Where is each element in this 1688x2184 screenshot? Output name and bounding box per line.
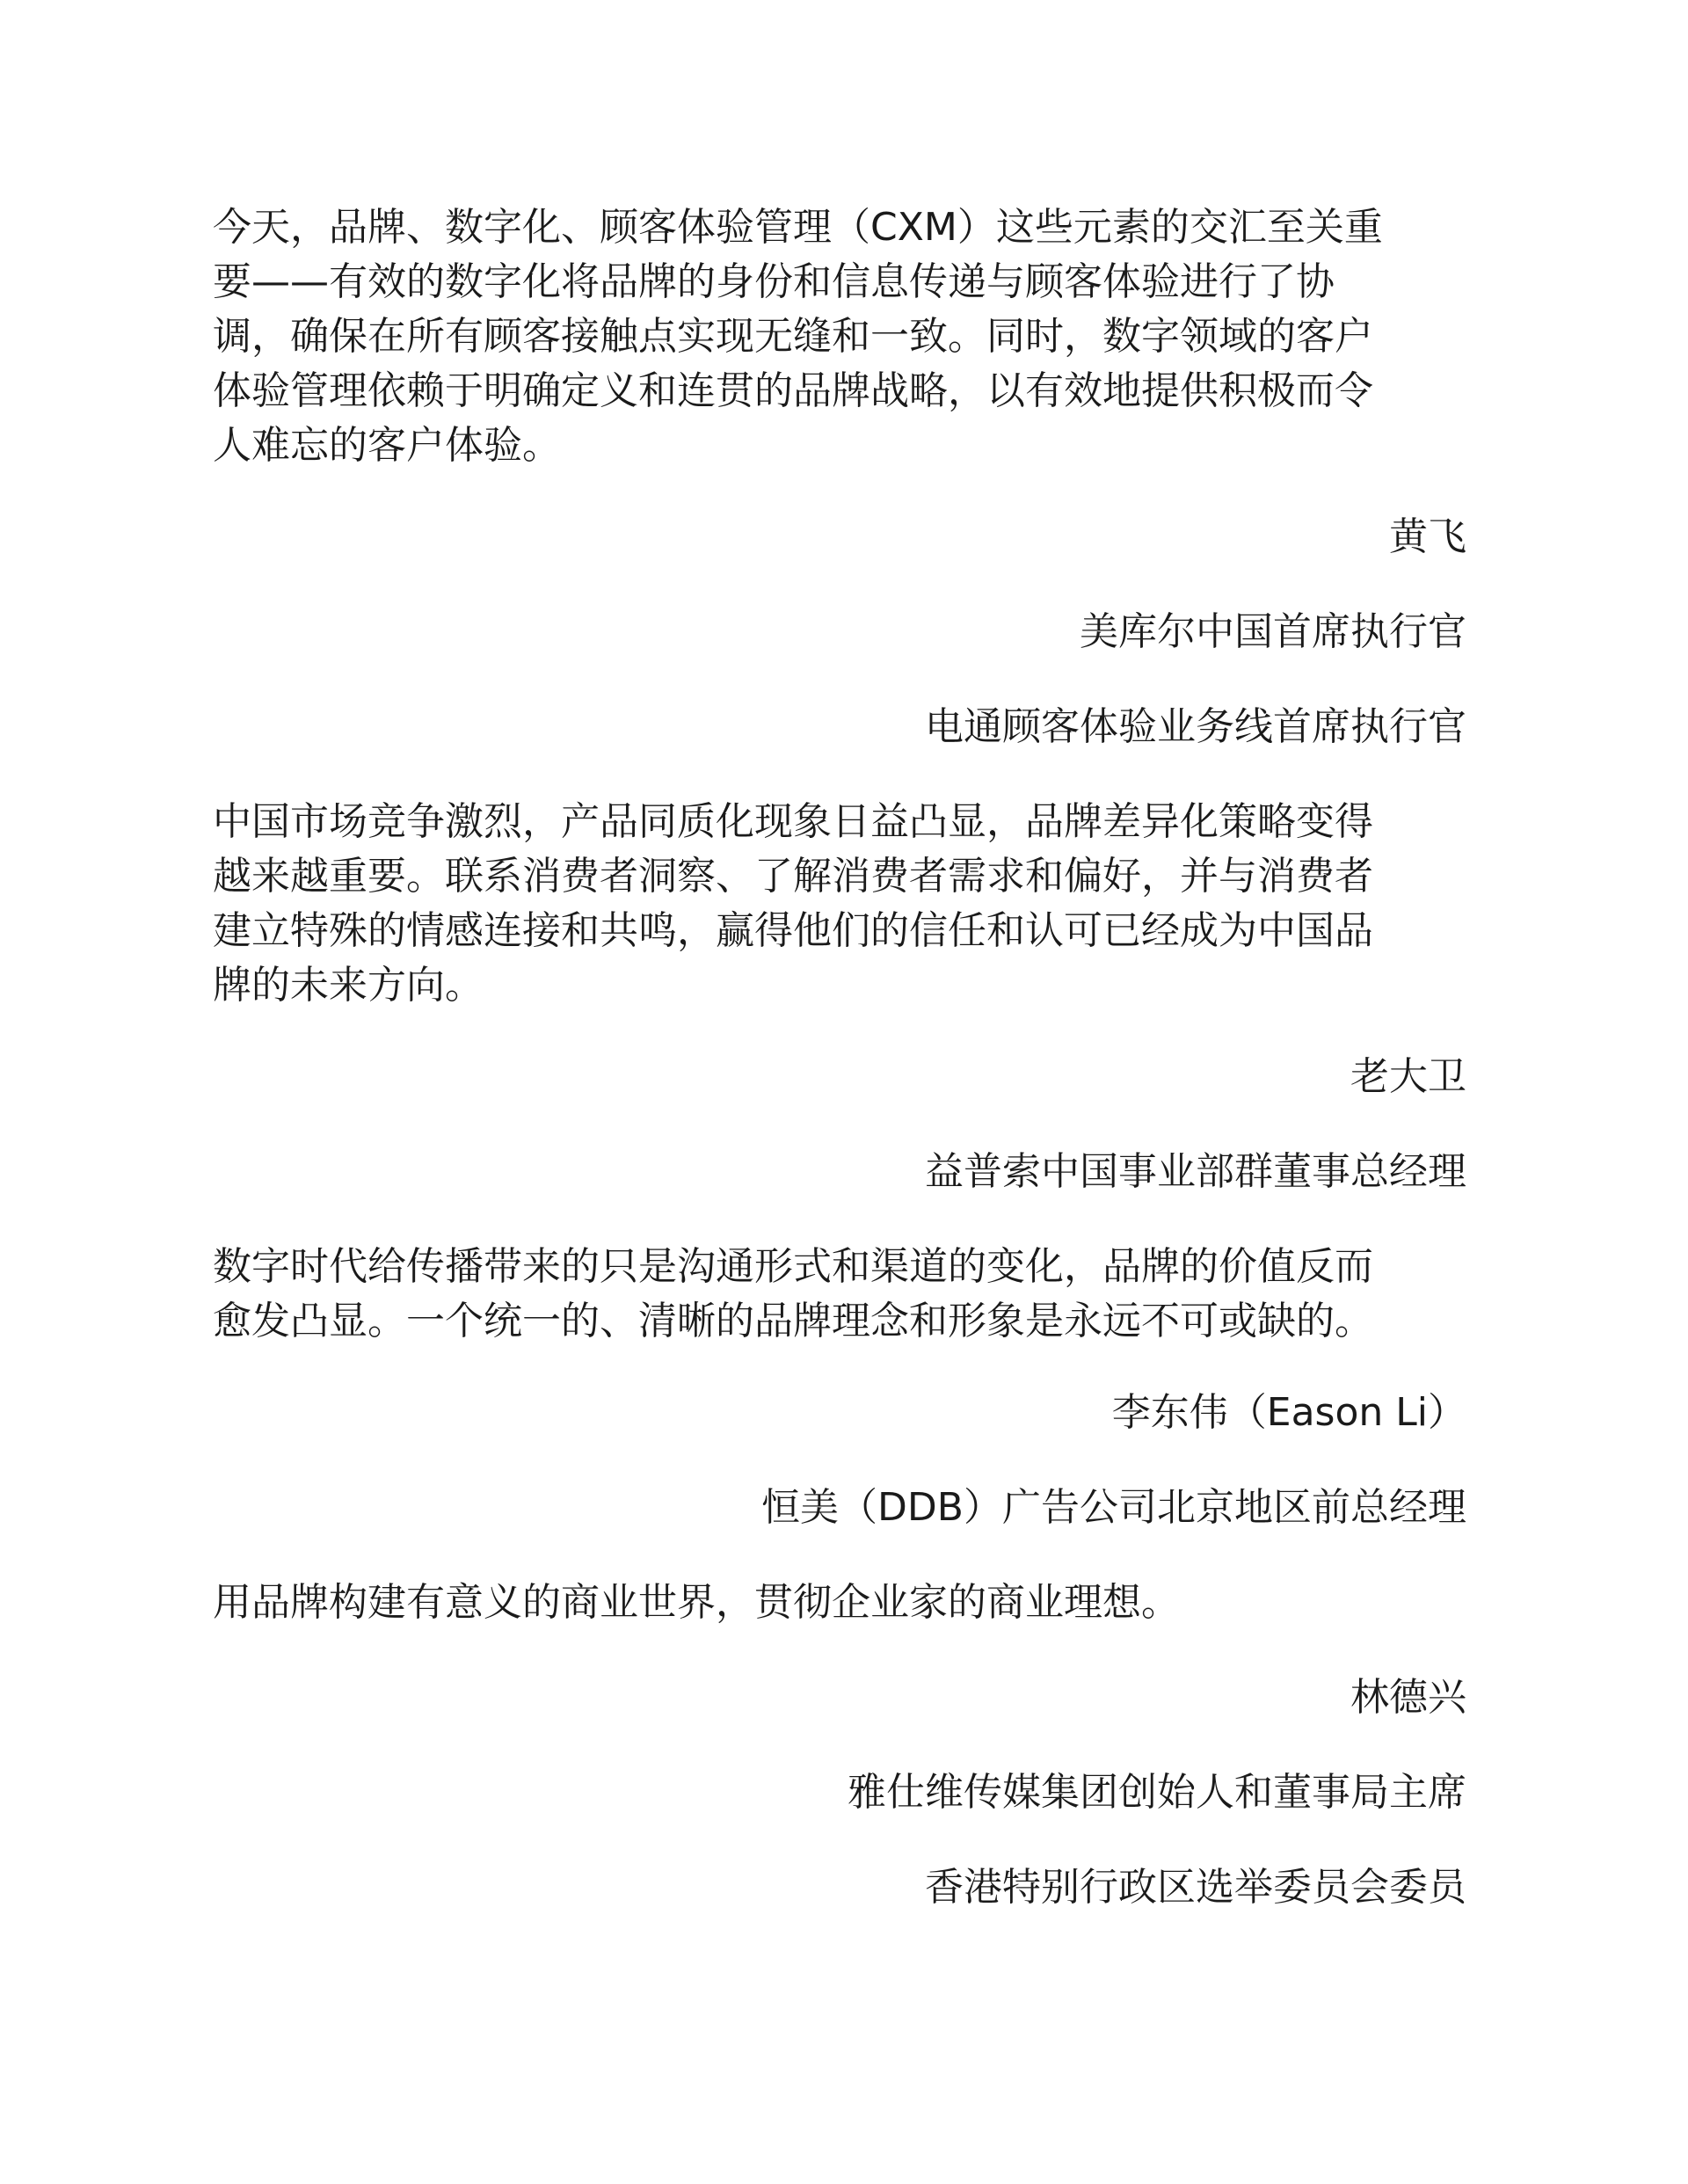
quote-author-title-1a: 美库尔中国首席执行官	[1080, 609, 1466, 654]
quote-author-title-4b: 香港特别行政区选举委员会委员	[925, 1865, 1466, 1910]
quote-text-2: 中国市场竞争激烈，产品同质化现象日益凸显，品牌差异化策略变得 越来越重要。联系消费者洞察、了解消费者需求和偏好，并与消费者 建立特殊的情感连接和共鸣，赢得他们的信任和认可已经成为中国品 牌的未来方向。	[213, 799, 1373, 1008]
quote-author-4: 林德兴	[1350, 1675, 1466, 1720]
quote-author-3: 李东伟（Eason Li）	[1111, 1390, 1466, 1435]
quote-author-2: 老大卫	[1350, 1054, 1466, 1099]
quote-author-title-2: 益普索中国事业部群董事总经理	[925, 1149, 1466, 1194]
quote-author-title-1b: 电通顾客体验业务线首席执行官	[925, 704, 1466, 749]
quote-text-4: 用品牌构建有意义的商业世界，贯彻企业家的商业理想。	[213, 1580, 1180, 1625]
quote-author-1: 黄飞	[1389, 514, 1466, 559]
quote-text-3: 数字时代给传播带来的只是沟通形式和渠道的变化，品牌的价值反而 愈发凸显。一个统一的、清晰的品牌理念和形象是永远不可或缺的。	[213, 1244, 1373, 1343]
quote-author-title-3: 恒美（DDB）广告公司北京地区前总经理	[761, 1485, 1466, 1530]
quote-text-1: 今天，品牌、数字化、顾客体验管理（CXM）这些元素的交汇至关重 要——有效的数字化将品牌的身份和信息传递与顾客体验进行了协 调，确保在所有顾客接触点实现无缝和一致。同时，数字领域的客户 体验管理依赖于明确定义和连贯的品牌战略，以有效地提供积极而令 人难忘的客户体验。	[213, 205, 1383, 468]
quote-author-title-4a: 雅仕维传媒集团创始人和董事局主席	[848, 1770, 1466, 1815]
